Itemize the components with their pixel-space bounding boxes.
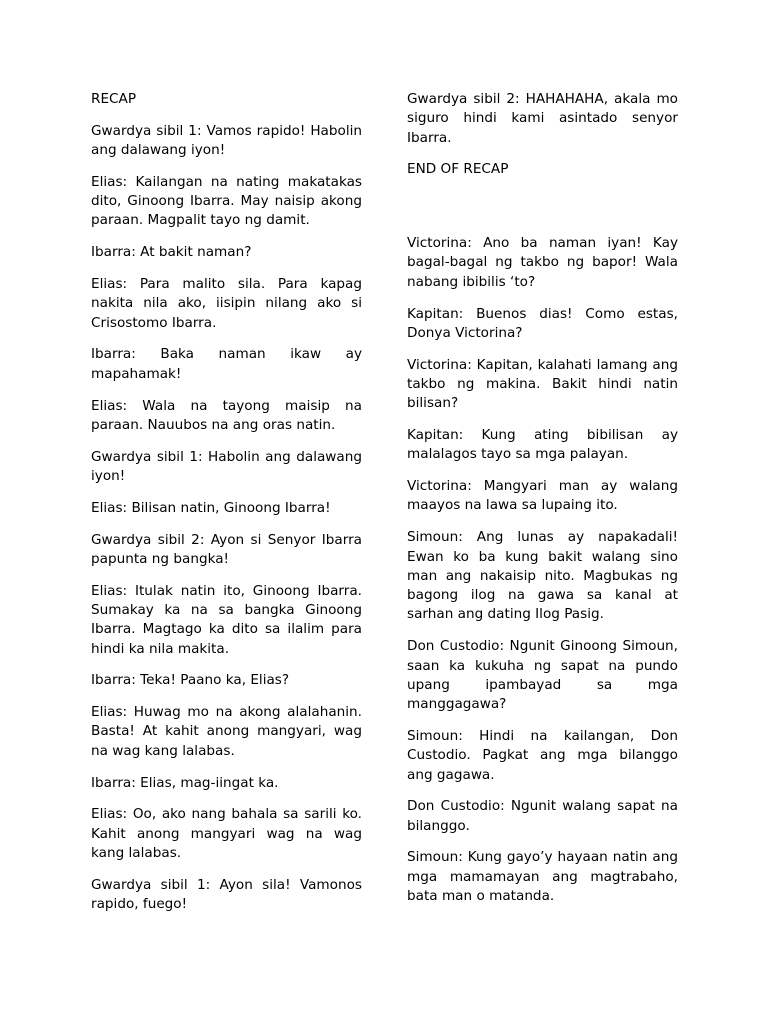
right-column (407, 90, 678, 919)
dialogue-line: Elias: Wala na tayong maisip na paraan. Nauubos na ang oras natin. (91, 397, 362, 433)
section-gap (407, 192, 678, 234)
dialogue-line: Elias: Bilisan natin, Ginoong Ibarra! (91, 499, 331, 516)
recap-heading: RECAP (91, 91, 137, 107)
dialogue-line: Elias: Huwag mo na akong alalahanin. Basta! At kahit anong mangyari, wag na wag kang lalabas. (91, 704, 362, 759)
dialogue-line: Ibarra: At bakit naman? (91, 244, 252, 261)
dialogue-line: Gwardya sibil 2: HAHAHAHA, akala mo siguro hindi kami asintado senyor Ibarra. (407, 91, 678, 146)
end-recap-heading: END OF RECAP (407, 161, 509, 178)
dialogue-line: Victorina: Ano ba naman iyan! Kay bagal-bagal ng takbo ng bapor! Wala nabang ibibilis ‘to? (407, 235, 678, 290)
dialogue-line: Don Custodio: Ngunit Ginoong Simoun, saan ka kukuha ng sapat na pundo upang ipambayad sa mga manggagawa? (407, 638, 678, 713)
dialogue-line: Elias: Para malito sila. Para kapag nakita nila ako, iisipin nilang ako si Crisostomo Ibarra. (91, 276, 362, 331)
dialogue-line: Simoun: Kung gayo’y hayaan natin ang mga mamamayan ang magtrabaho, bata man o matanda. (407, 849, 678, 904)
dialogue-line: Gwardya sibil 2: Ayon si Senyor Ibarra papunta ng bangka! (91, 531, 362, 567)
dialogue-line: Kapitan: Buenos dias! Como estas, Donya Victorina? (407, 305, 678, 341)
dialogue-line: Ibarra: Elias, mag-iingat ka. (91, 774, 279, 791)
dialogue-line: Victorina: Mangyari man ay walang maayos na lawa sa lupaing ito. (407, 478, 678, 514)
dialogue-line: Ibarra: Teka! Paano ka, Elias? (91, 672, 290, 689)
dialogue-line: Ibarra: Baka naman ikaw ay mapahamak! (91, 346, 362, 382)
dialogue-line: Gwardya sibil 1: Vamos rapido! Habolin ang dalawang iyon! (91, 122, 362, 159)
dialogue-line: Simoun: Hindi na kailangan, Don Custodio. Pagkat ang mga bilanggo ang gagawa. (407, 727, 678, 783)
dialogue-line: Don Custodio: Ngunit walang sapat na bilanggo. (407, 798, 678, 834)
dialogue-line: Gwardya sibil 1: Ayon sila! Vamonos rapido, fuego! (91, 876, 362, 912)
dialogue-line: Gwardya sibil 1: Habolin ang dalawang iyon! (91, 448, 362, 484)
dialogue-line: Elias: Oo, ako nang bahala sa sarili ko. Kahit anong mangyari wag na wag kang lalabas. (91, 806, 362, 861)
dialogue-line: Simoun: Ang lunas ay napakadali! Ewan ko ba kung bakit walang sino man ang nakaisip nito. Magbukas ng bagong ilog na gawa sa kanal at sarhan ang dating Ilog Pasig. (407, 529, 678, 623)
dialogue-line: Kapitan: Kung ating bibilisan ay malalagos tayo sa mga palayan. (407, 427, 678, 463)
dialogue-line: Elias: Kailangan na nating makatakas dito, Ginoong Ibarra. May naisip akong paraan. Magpalit tayo ng damit. (91, 173, 362, 229)
dialogue-line: Victorina: Kapitan, kalahati lamang ang takbo ng makina. Bakit hindi natin bilisan? (407, 356, 678, 412)
dialogue-line: Elias: Itulak natin ito, Ginoong Ibarra. Sumakay ka na sa bangka Ginoong Ibarra. Magtago ka dito sa ilalim para hindi ka nila makita. (91, 582, 362, 657)
left-column (91, 90, 362, 927)
